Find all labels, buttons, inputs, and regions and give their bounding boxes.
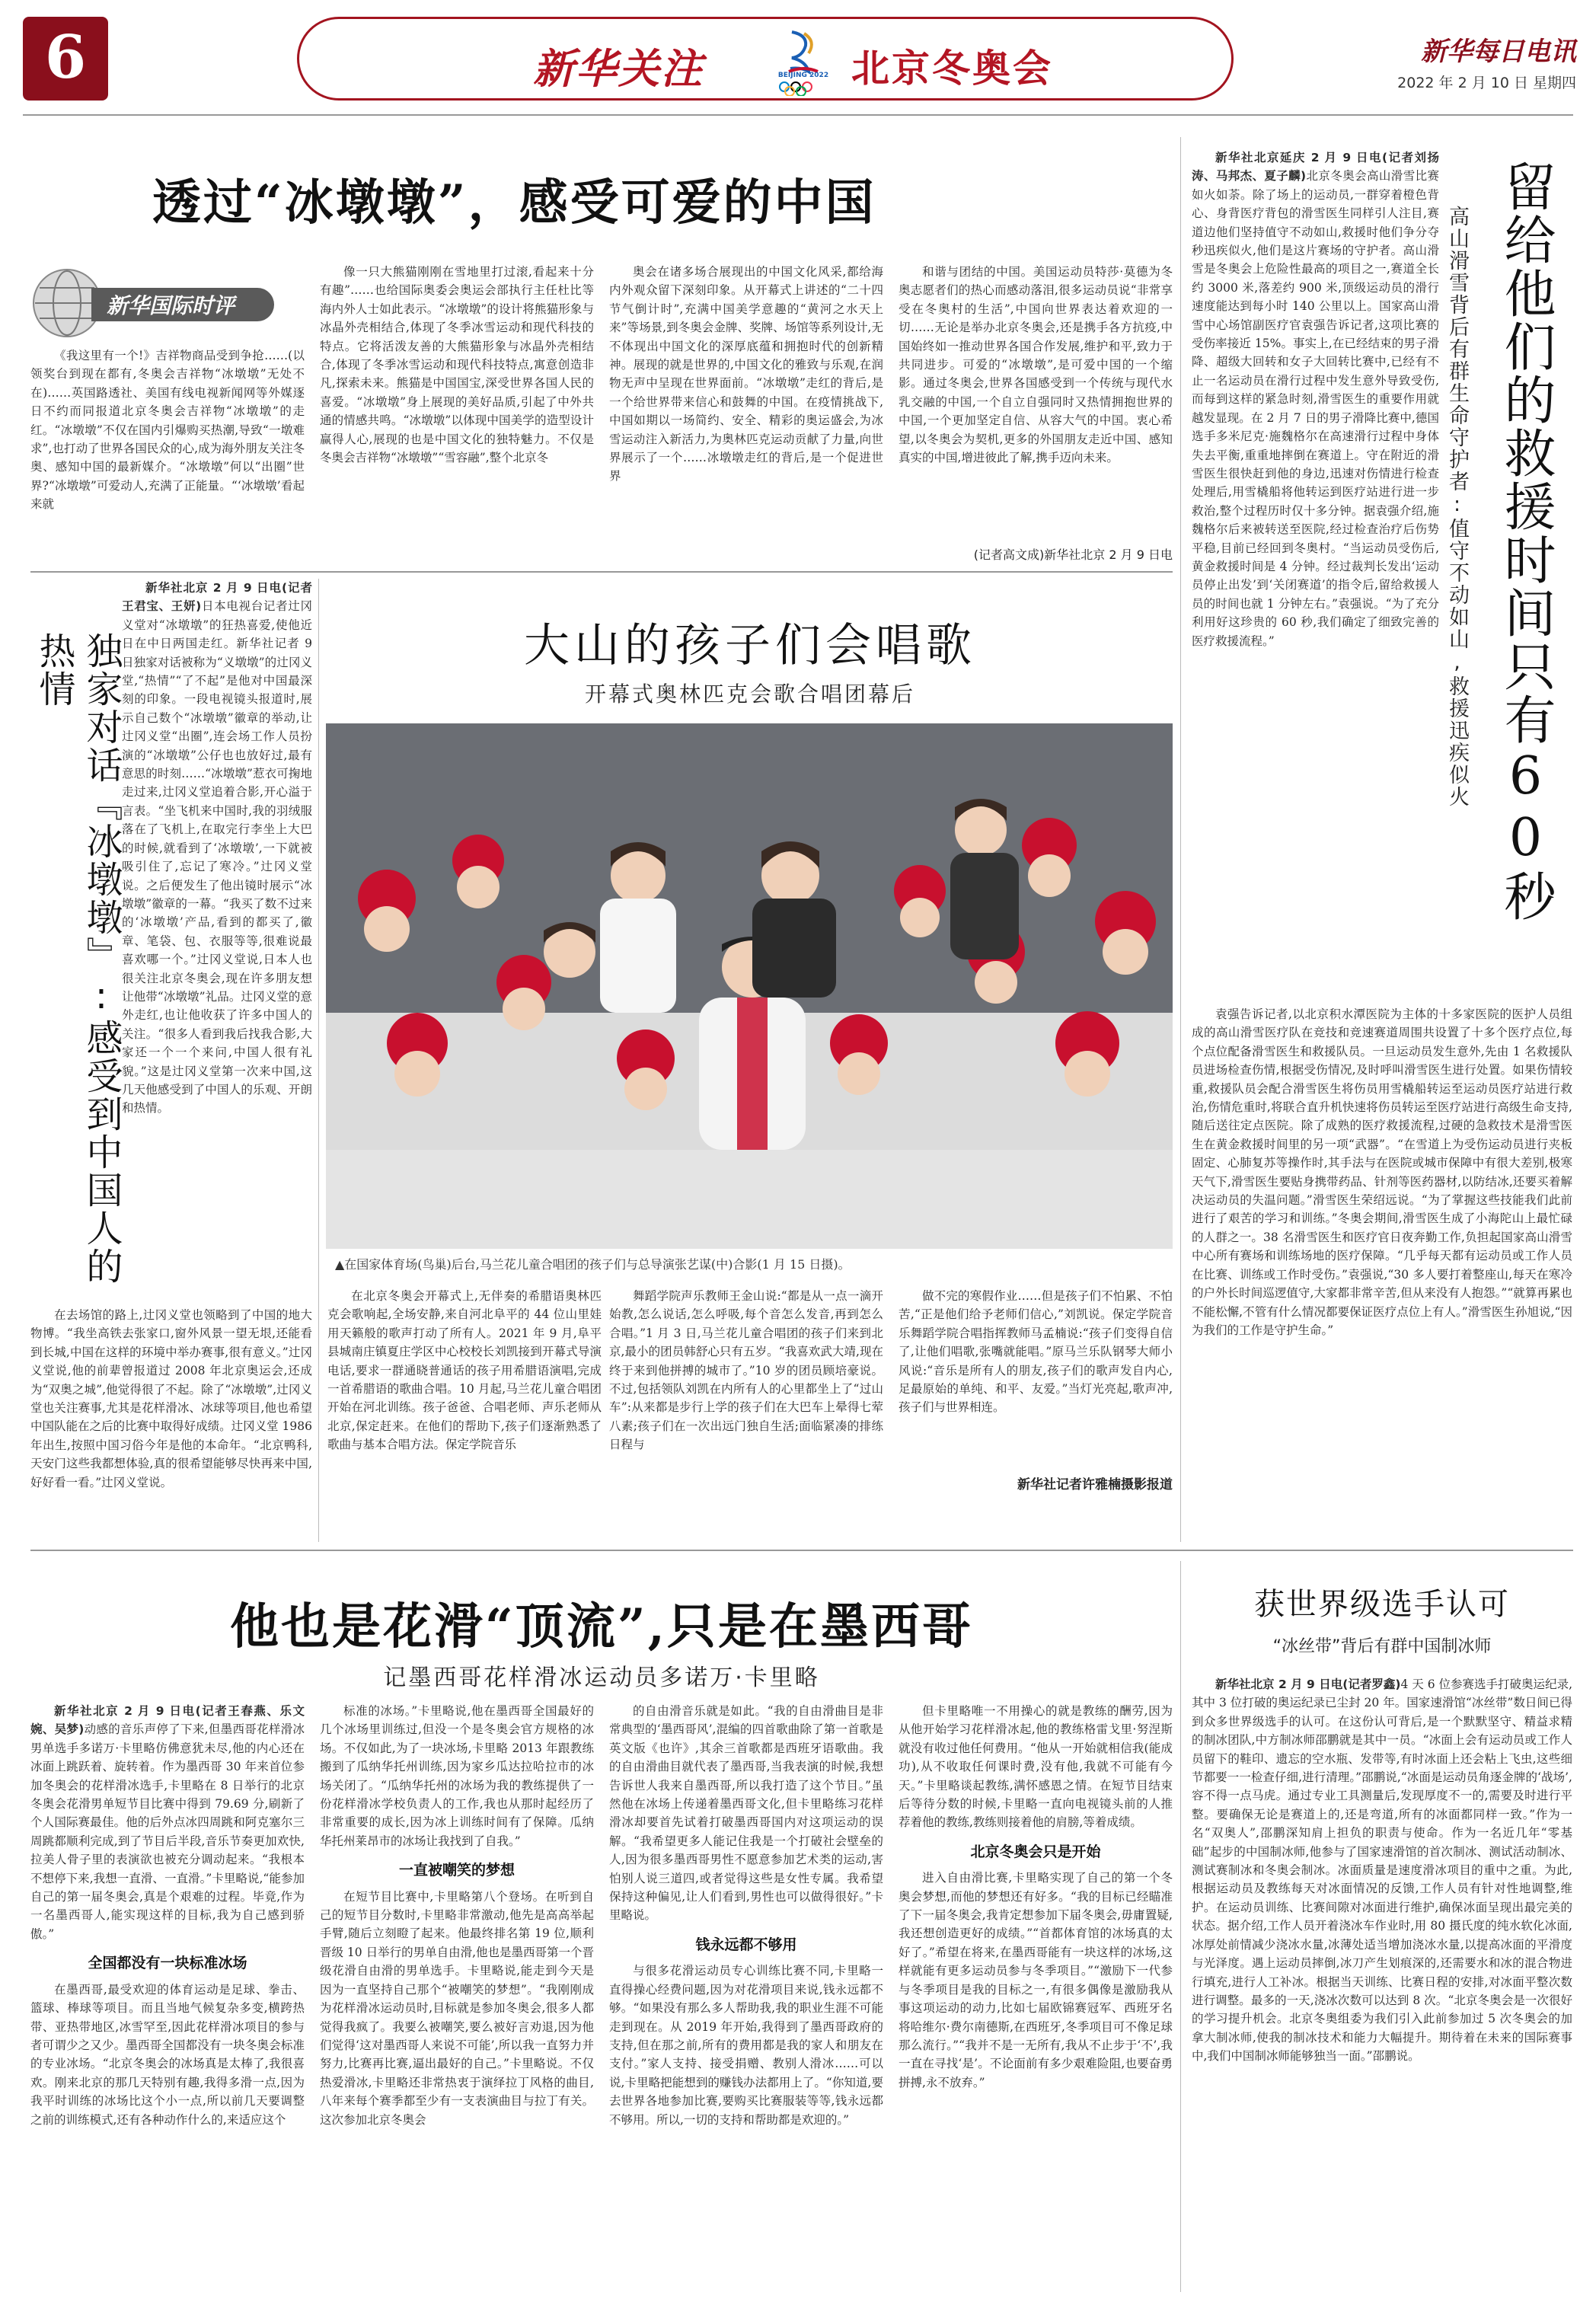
article5-reporters: (记者王春燕、乐文婉、吴梦) <box>30 1704 305 1737</box>
article5-dateline: 新华社北京 2 月 9 日电 <box>54 1704 196 1718</box>
article1-col1: 《我这里有一个!》吉祥物商品受到争抢……(以领奖台到现在都有,冬奥会吉祥物“冰墩墩”无处不在)……英国路透社、美国有线电视新闻网等外媒逐日不约而同报道北京冬奥会吉祥物“冰墩墩”的走红。“冰墩墩”不仅在国内引爆购买热潮,导致“一墩难求”,也打动了世界各国民众的心,成为海外朋友关注冬奥、感知中国的最新媒介。“冰墩墩”何以“出圈”世界?“冰墩墩”可爱动人,充满了正能量。“‘冰墩墩’看起来就 <box>30 349 305 512</box>
article5-col4: 但卡里略唯一不用操心的就是教练的酬劳,因为从他开始学习花样滑冰起,他的教练格雷戈里·努涅斯就没有收过他任何费用。“他从一开始就相信我(能成功),从不收取任何课时费,没有他,我就不可能有今天。”卡里略谈起教练,满怀感恩之情。在短节目结束后等待分数的时候,卡里略一直向电视镜头前的人推荐着他的教练,教练则接着他的肩膀,等着成绩。 北京冬奥会只是开始 进入自由滑比赛,卡里略实现了自己的第一个冬奥会梦想,而他的梦想还有好多。“我的目标已经瞄准了下一届冬奥会,我肯定想参加下届冬奥会,毋庸置疑,我还想创造更好的成绩。”“首都体育馆的冰场真的太好了。”希望在将来,在墨西哥能有一块这样的冰场,这样就能有更多运动员参与冬季项目。”“激励下一代参与冬季项目是我的目标之一,有很多偶像是激励我从事这项运动的动力,比如七届欧锦赛冠军、西班牙名将哈维尔·费尔南德斯,在西班牙,冬季项目可不像足球那么流行。”“我并不是一无所有,我从不止步于‘不’,我一直在寻找‘是’。不论面前有多少艰难险阻,也要奋勇拼搏,永不放弃。” <box>899 1704 1173 2089</box>
article5-subhead-1: 全国都没有一块标准冰场 <box>88 1955 247 1972</box>
article4-col3: 做不完的寒假作业……但是孩子们不怕累、不怕苦,“正是他们给予老师们信心,”刘凯说。保定学院音乐舞蹈学院合唱指挥教师马孟楠说:“孩子们变得自信了,让他们唱歌,张嘴就能唱。”原马兰乐队钢琴大师小风说:“音乐是所有人的朋友,孩子们的歌声发自内心,足最原始的单纯、和平、友爱。”当灯光亮起,歌声冲,孩子们与世界相连。 <box>899 1289 1173 1415</box>
article5-subhead-3: 钱永远都不够用 <box>695 1936 797 1953</box>
article1-col3: 奥会在诸多场合展现出的中国文化风采,都给海内外观众留下深刻印象。从开幕式上讲述的“二十四节气倒计时”,充满中国美学意趣的“黄河之水天上来”等场景,到冬奥会金牌、奖牌、场馆等系列设计,无不体现出中国文化的深厚底蕴和拥抱时代的创新精神。展现的就是世界的,中国文化的雅致与乐观,在润物无声中呈现在世界面前。“冰墩墩”走红的背后,是一个给世界带来信心和鼓舞的中国。在疫情挑战下,中国如期以一场简约、安全、精彩的奥运盛会,为冰雪运动注入新活力,为奥林匹克运动贡献了力量,向世界展示了一个……冰墩墩走红的背后,是一个促进世界 <box>609 265 883 484</box>
vertical-divider-right <box>1180 137 1181 1542</box>
article4-col2: 舞蹈学院声乐教师王金山说:“都是从一点一滴开始教,怎么说话,怎么呼吸,每个音怎么发音,再到怎么合唱。”1 月 3 日,马兰花儿童合唱团的孩子们来到北京,最小的团员韩舒心只有五岁。“我喜欢武大靖,现在终于来到他拼搏的城市了。”10 岁的团员顾培豪说。不过,包括领队刘凯在内所有人的心里都坐上了“过山车”:从来都是步行上学的孩子们在大巴车上晕得七荤八素;孩子们在一次出远门独自生活;面临紧凑的排练日程与 <box>609 1289 883 1452</box>
issue-date: 2022 年 2 月 10 日 星期四 <box>1397 75 1576 91</box>
article5-col2: 标准的冰场。”卡里略说,他在墨西哥全国最好的几个冰场里训练过,但没一个是冬奥会官方规格的冰场。不仅如此,为了一块冰场,卡里略 2013 年跟教练搬到了瓜纳华托州训练,因为家乡瓜达拉哈拉市的冰场关闭了。“瓜纳华托州的冰场为我的教练提供了一份花样滑冰学校负责人的工作,我也从那时起经历了非常重要的成长,因为冰上训练时间有了保障。瓜纳华托州莱昂市的冰场让我找到了自我。” 一直被嘲笑的梦想 在短节目比赛中,卡里略第八个登场。在听到自己的短节目分数时,卡里略非常激动,他先是高高举起手臂,随后立刻瞪了起来。他最终排名第 19 位,顺利晋级 10 日举行的男单自由滑,他也是墨西哥第一个晋级花滑自由滑的男单选手。卡里略说,能走到今天是因为一直坚持自己那个“被嘲笑的梦想”。“我刚刚成为花样滑冰运动员时,目标就是参加冬奥会,很多人都觉得我疯了。我要么被嘲笑,要么被好言劝退,因为他们觉得‘这对墨西哥人来说不可能’,所以我一直努力并努力,比赛再比赛,逼出最好的自己。”卡里略说。不仅热爱滑冰,卡里略还非常热衷于演绎拉丁风格的曲目,八年来每个赛季都至少有一支表演曲目与拉丁有关。这次参加北京冬奥会 <box>320 1704 594 2127</box>
article3-dateline: 新华社北京延庆 2 月 9 日电 <box>1215 151 1382 164</box>
article6-dateline: 新华社北京 2 月 9 日电 <box>1215 1678 1343 1691</box>
article5-col3: 的自由滑音乐就是如此。“我的自由滑曲目是非常典型的‘墨西哥风’,混编的四首歌曲除了第一首歌是英文版《也许》,其余三首歌都是西班牙语歌曲。我的自由滑曲目就代表了墨西哥,当我表演的时候,我想告诉世人我来自墨西哥,所以我打造了这个节目。”虽然他在冰场上传递着墨西哥文化,但卡里略练习花样滑冰却要首先试着打破墨西哥国内对这项运动的误解。“我希望更多人能记住我是一个打破社会壁垒的人,因为很多墨西哥男性不愿意参加艺术类的运动,害怕别人说三道四,或者觉得这些是女性专属。我希望保持这种偏见,让人们看到,男性也可以做得很好。”卡里略说。 钱永远都不够用 与很多花滑运动员专心训练比赛不同,卡里略一直得操心经费问题,因为对花滑项目来说,钱永远都不够。“如果没有那么多人帮助我,我的职业生涯不可能走到现在。从 2019 年开始,我得到了墨西哥政府的支持,但在那之前,所有的费用都是我的家人和朋友在支付。”家人支持、接受捐赠、教别人滑冰……可以说,卡里略把能想到的赚钱办法都用上了。“你知道,要去世界各地参加比赛,要购买比赛服装等等,钱永远都不够用。所以,一切的支持和帮助都是欢迎的。” <box>609 1704 883 2127</box>
article3-reporters: (记者刘扬涛、马邦杰、夏子麟) <box>1192 151 1439 184</box>
olympic-logo <box>769 26 838 96</box>
article6-subtitle: “冰丝带”背后有群中国制冰师 <box>1272 1637 1492 1656</box>
column-badge <box>30 267 274 340</box>
divider <box>30 571 1173 573</box>
article4-title: 大山的孩子们会唱歌 <box>524 619 976 672</box>
section-right-title: 北京冬奥会 <box>851 46 1053 91</box>
article1-byline: (记者高文成)新华社北京 2 月 9 日电 <box>973 547 1173 562</box>
masthead-divider <box>23 114 1573 116</box>
article5-subhead-4: 北京冬奥会只是开始 <box>970 1843 1101 1860</box>
photo-caption: ▲在国家体育场(鸟巢)后台,马兰花儿童合唱团的孩子们与总导演张艺谋(中)合影(1 月 15 日摄)。 <box>335 1257 851 1272</box>
divider-lower <box>30 1550 1573 1551</box>
article2-title: 独家对话『冰墩墩』:感受到中国人的热情 <box>33 632 123 1285</box>
article3-subtitle: 高山滑雪背后有群生命守护者:值守不动如山,救援迅疾似火 <box>1445 206 1469 808</box>
article3-col1: 新华社北京延庆 2 月 9 日电(记者刘扬涛、马邦杰、夏子麟)北京冬奥会高山滑雪比赛如火如荼。除了场上的运动员,一群穿着橙色背心、身背医疗背包的滑雪医生同样引人注目,赛道边他们坚持值守不动如山,救援时他们争分夺秒迅疾似火,他们是这片赛场的守护者。高山滑雪是冬奥会上危险性最高的项目之一,赛道全长约 3000 米,落差约 900 米,顶级运动员的滑行速度能达到每小时 140 公里以上。国家高山滑雪中心场馆副医疗官袁强告诉记者,这项比赛的受伤率接近 15%。事实上,在已经结束的男子滑降、超级大回转和女子大回转比赛中,已经有不止一名运动员在滑行过程中发生意外导致受伤,而每到这样的紧急时刻,滑雪医生的重要作用就越发显现。在 2 月 7 日的男子滑降比赛中,德国选手多米尼克·施魏格尔在高速滑行过程中身体失去平衡,重重地摔倒在赛道上。守在附近的滑雪医生很快赶到他的身边,迅速对伤情进行检查处理后,用雪橇船将他转运到医疗站进行进一步救治,整个过程历时仅十多分钟。据袁强介绍,施魏格尔后来被转送至医院,经过检查治疗后伤势平稳,目前已经回到冬奥村。“当运动员受伤后,黄金救援时间是 4 分钟。经过裁判长发出‘运动员停止出发’到‘关闭赛道’的指令后,留给救援人员的时间也就 1 分钟左右。”袁强说。“为了充分利用好这珍贵的 60 秒,我们确定了细致完善的医疗救援流程。” <box>1192 151 1439 648</box>
article1-col4: 和谐与团结的中国。美国运动员特莎·莫德为冬奥志愿者们的热心而感动落泪,很多运动员说“非常享受在冬奥村的生活”,中国向世界表达着欢迎的一切……无论是举办北京冬奥会,还是携手各方抗疫,中国始终如一推动世界各国合作发展,维护和平,致力于共同进步。可爱的“冰墩墩”,是可爱中国的一个缩影。通过冬奥会,世界各国感受到一个传统与现代水乳交融的中国,一个自立自强同时又热情拥抱世界的中国,一个更加坚定自信、从容大气的中国。衷心希望,以冬奥会为契机,更多的外国朋友走近中国、感知真实的中国,增进彼此了解,携手迈向未来。 <box>899 265 1173 465</box>
article3-title: 留给他们的救援时间只有60秒 <box>1495 160 1556 923</box>
column-badge-label: 新华国际时评 <box>107 293 235 318</box>
article2-col1: 新华社北京 2 月 9 日电(记者王君宝、王妍)日本电视台记者辻冈义堂对“冰墩墩”的狂热喜爱,使他近日在中日两国走红。新华社记者 9 日独家对话被称为“义墩墩”的辻冈义堂,“热情”“了不起”是他对中国最深刻的印象。一段电视镜头报道时,展示自己数个“冰墩墩”徽章的举动,让辻冈义堂“出圈”,连会场工作人员扮演的“冰墩墩”公仔也也放好过,最有意思的时刻……“冰墩墩”惹衣可掬地走过来,辻冈义堂追着合影,开心溢于言表。“坐飞机来中国时,我的羽绒服落在了飞机上,在取完行李坐上大巴的时候,就看到了‘冰墩墩’,一下就被吸引住了,忘记了寒冷。”辻冈义堂说。之后便发生了他出镜时展示“冰墩墩”徽章的一幕。“我买了数不过来的‘冰墩墩’产品,看到的都买了,徽章、笔袋、包、衣服等等,很难说最喜欢哪一个。”辻冈义堂说,日本人也很关注北京冬奥会,现在许多朋友想让他带“冰墩墩”礼品。辻冈义堂的意外走红,也让他收获了许多中国人的关注。“很多人看到我后找我合影,大家还一个一个来问,中国人很有礼貌。”这是辻冈义堂第一次来中国,这几天他感受到了中国人的乐观、开朗和热情。 <box>122 581 312 1116</box>
article6-reporters: (记者罗鑫) <box>1342 1678 1401 1691</box>
section-banner <box>297 17 1234 101</box>
article5-subtitle: 记墨西哥花样滑冰运动员多诺万·卡里略 <box>383 1665 820 1691</box>
article4-col1: 在北京冬奥会开幕式上,无伴奏的希腊语奥林匹克会歌响起,全场安静,来自河北阜平的 44 位山里娃用天籁般的歌声打动了所有人。2021 年 9 月,阜平县城南庄镇夏庄学区中心校校长刘凯接到开幕式导演电话,要求一群通晓普通话的孩子用希腊语演唱,完成一首希腊语的歌曲合唱。10 月起,马兰花儿童合唱团开始在河北训练。孩子爸爸、合唱老师、声乐老师从北京,保定赶来。在他们的帮助下,孩子们逐渐熟悉了歌曲与基本合唱方法。保定学院音乐 <box>327 1289 602 1452</box>
article5-subhead-2: 一直被嘲笑的梦想 <box>398 1862 515 1879</box>
section-left-title: 新华关注 <box>533 44 704 93</box>
olympic-logo-text: BEIJING 2022 <box>777 72 829 79</box>
vertical-divider-lower <box>1180 1561 1181 2292</box>
article3-col2: 袁强告诉记者,以北京积水潭医院为主体的十多家医院的医护人员组成的高山滑雪医疗队在竞技和竞速赛道周围共设置了十多个医疗点位,每个点位配备滑雪医生和救援队员。一旦运动员发生意外,先由 1 名救援队员进场检查伤情,根据受伤情况,及时呼叫滑雪医生进行处置。如果伤情较重,救援队员会配合滑雪医生将伤员用雪橇船转运至运动员医疗站进行救治,伤情危重时,将联合直升机快速将伤员转运至医疗站进行高级生命支持,随后送往定点医院。除了成熟的医疗救援流程,过硬的急救技术是滑雪医生在黄金救援时间里的另一项“武器”。“在雪道上为受伤运动员进行夹板固定、心肺复苏等操作时,其手法与在医院或城市保障中有很大差别,极寒天气下,滑雪医生要贴身携带药品、针剂等医药器材,以防结冰,还要买着解决运动员的失温问题。”滑雪医生荣绍远说。“为了掌握这些技能我们此前进行了艰苦的学习和训练。”冬奥会期间,滑雪医生成了小海陀山上最忙碌的人群之一。38 名滑雪医生和医疗官日夜奔勤工作,负担起国家高山滑雪中心所有赛场和训练场地的医疗保障。“几乎每天都有运动员或工作人员在比赛、训练或工作时受伤。”袁强说,“30 多人要打着整座山,每天在寒冷的户外长时间巡逻值守,大家都非常辛苦,但从来没有人抱怨。”“就算再累也不能松懈,不管有什么情况都要保证医疗点位上有人。”滑雪医生孙旭说,“因为我们的工作是守护生命。” <box>1192 1007 1572 1337</box>
article2-reporters: (记者王君宝、王妍) <box>122 581 312 614</box>
article5-col1: 新华社北京 2 月 9 日电(记者王春燕、乐文婉、吴梦)动感的音乐声停了下来,但墨西哥花样滑冰男单选手多诺万·卡里略仿佛意犹未尽,他的内心还在冰面上跳跃着、旋转着。作为墨西哥 30 年来首位参加冬奥会的花样滑冰选手,卡里略在 8 日举行的北京冬奥会花滑男单短节目比赛中得到 79.69 分,刷新了个人国际赛最佳。他的后外点冰四周跳和阿克塞尔三周跳都顺利完成,到了节目后半段,音乐节奏更加欢快,拉美人骨子里的表演欲也被充分调动起来。“我根本不想停下来,我想一直滑、一直滑。”卡里略说,“能参加自己的第一届冬奥会,真是个艰难的过程。毕竟,作为一名墨西哥人,能实现这样的目标,我为自己感到骄傲。” 全国都没有一块标准冰场 在墨西哥,最受欢迎的体育运动是足球、拳击、篮球、棒球等项目。而且当地气候复杂多变,横跨热带、亚热带地区,冰雪罕至,因此花样滑冰项目的参与者可谓少之又少。墨西哥全国都没有一块冬奥会标准的专业冰场。“北京冬奥会的冰场真是太棒了,我很喜欢。刚来北京的那几天特别有趣,我得多滑一点,因为我平时训练的冰场比这个小一点,所以前几天要调整之前的训练模式,还有各种动作什么的,来适应这个 <box>30 1704 305 2127</box>
paper-name: 新华每日电讯 <box>1421 37 1576 67</box>
article2-dateline: 新华社北京 2 月 9 日电 <box>145 581 282 595</box>
article5-title: 他也是花滑“顶流”,只是在墨西哥 <box>230 1598 973 1655</box>
article6-col1: 新华社北京 2 月 9 日电(记者罗鑫)4 天 6 位参赛选手打破奥运纪录,其中 3 位打破的奥运纪录已尘封 20 年。国家速滑馆“冰丝带”数日间已得到众多世界级选手的认可。在这份认可背后,是一个默默坚守、精益求精的制冰团队,中方制冰师邵鹏就是其中一员。“冰面上会有运动员或工作人员留下的鞋印、遗忘的空水瓶、发带等,有时冰面上还会粘上飞虫,这些细节都要一一检查仔细,进行清理。”邵鹏说,“冰面是运动员角逐金牌的‘战场’,容不得一点马虎。通过专业工具测量后,发现厚度不一的,需要及时进行平整。要确保无论是赛道上的,还是弯道,所有的冰面都同样一致。”作为一名“双奥人”,邵鹏深知肩上担负的职责与使命。作为一名近几年“零基础”起步的中国制冰师,他参与了国家速滑馆的首次制冰、测试活动制冰、测试赛制冰和冬奥会制冰。冰面质量是速度滑冰项目的重中之重。为此,根据运动员及教练每天对冰面情况的反馈,工作人员有针对性地调整,维护。在运动员训练、比赛间隙对冰面进行维护,确保冰面呈现出最完美的状态。据介绍,工作人员开着浇冰车作业时,用 80 摄氏度的纯水软化冰面,冰厚处前情减少浇冰水量,冰薄处适当增加浇冰水量,以提高冰面的平滑度与光泽度。遇上运动员摔倒,冰刀产生划痕深的,还需要水和冰的混合物进行填充,进行人工补冰。根据当天训练、比赛日程的安排,对冰面平整次数进行调整。最多的一天,浇冰次数可以达到 8 次。“北京冬奥会是一次很好的学习提升机会。北京冬奥组委为我们引入此前参加过 5 次冬奥会的加拿大制冰师,使我的制冰技术和能力大幅提升。期待着在未来的国际赛事中,我们中国制冰师能够独当一面。”邵鹏说。 <box>1192 1678 1572 2064</box>
page-number: 6 <box>44 23 87 92</box>
article6-title: 获世界级选手认可 <box>1254 1587 1510 1622</box>
article4-subtitle: 开幕式奥林匹克会歌合唱团幕后 <box>584 682 915 707</box>
photographer-credit: 新华社记者许雅楠摄影报道 <box>1017 1477 1173 1492</box>
masthead <box>0 0 1596 114</box>
article1-title: 透过“冰墩墩”，感受可爱的中国 <box>152 174 876 231</box>
article1-col2: 像一只大熊猫刚刚在雪地里打过滚,看起来十分有趣”……也给国际奥委会奥运会部执行主任杜比等海内外人士如此表示。“冰墩墩”的设计将熊猫形象与冰晶外壳相结合,体现了冬季冰雪运动和现代科技的特点。它将活泼友善的大熊猫形象与冰晶外壳相结合,体现了冬季冰雪运动和现代科技特点,寓意创造非凡,探索未来。熊猫是中国国宝,深受世界各国人民的喜爱。“冰墩墩”身上展现的美好品质,引起了中外共通的情感共鸣。“冰墩墩”以体现中国美学的造型设计赢得人心,展现的也是中国文化的独特魅力。不仅是冬奥会吉祥物“冰墩墩”“雪容融”,整个北京冬 <box>320 265 594 465</box>
vertical-divider <box>318 579 319 1542</box>
article2-col2: 在去场馆的路上,辻冈义堂也领略到了中国的地大物博。“我坐高铁去张家口,窗外风景一望无垠,还能看到长城,中国在这样的环境中举办赛事,很有意义。”辻冈义堂说,他的前辈曾报道过 2008 年北京奥运会,还成为“双奥之城”,他觉得很了不起。除了“冰墩墩”,辻冈义堂也关注赛事,尤其是花样滑冰、冰球等项目,他也希望中国队能在之后的比赛中取得好成绩。辻冈义堂 1986 年出生,按照中国习俗今年是他的本命年。“北京鸭科,天安门这些我都想体验,真的很希望能够尽快再来中国,好好看一看。”辻冈义堂说。 <box>30 1308 312 1489</box>
choir-photo <box>326 723 1173 1249</box>
